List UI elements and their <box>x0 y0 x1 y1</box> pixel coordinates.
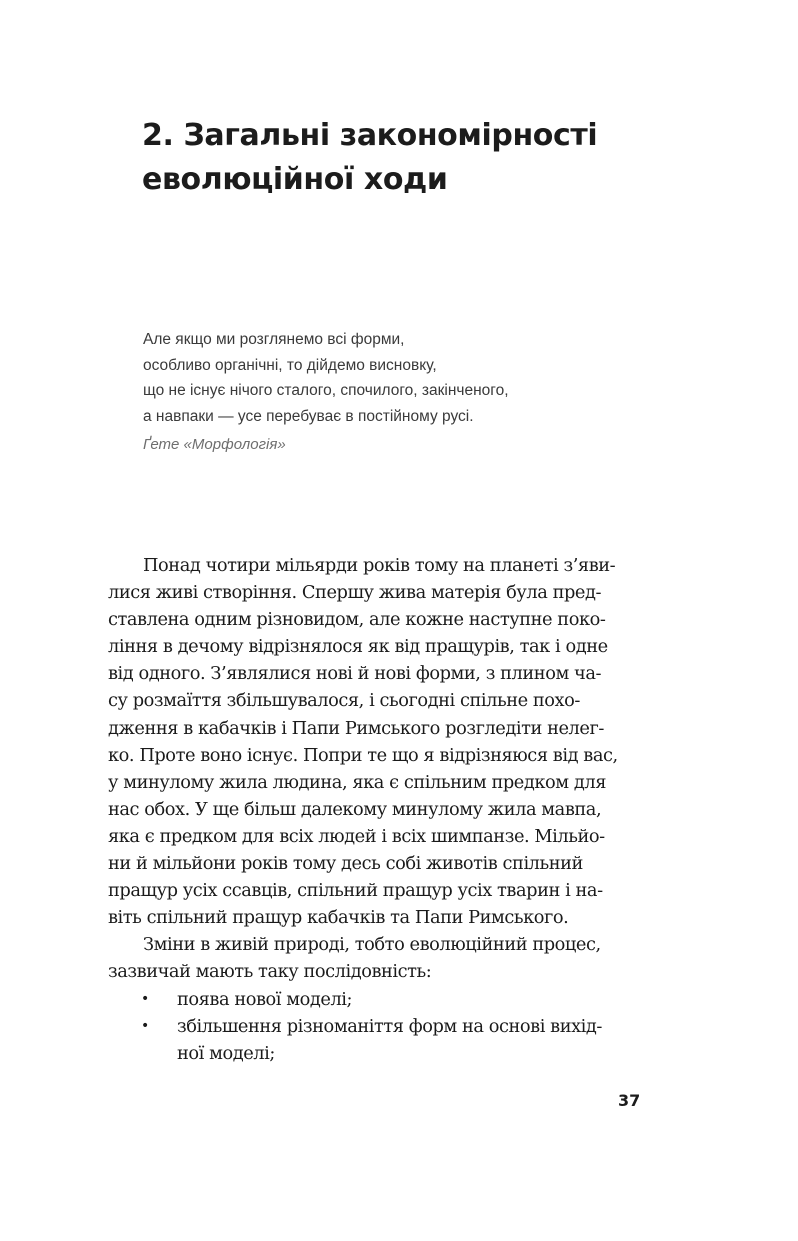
epigraph-attribution: Ґете «Морфологія» <box>143 436 286 453</box>
epigraph-line: Але якщо ми розглянемо всі форми, <box>143 331 405 348</box>
list-item <box>108 1013 642 1067</box>
text-line: яка є предком для всіх людей і всіх шимпанзе. Мільйо- <box>108 825 605 847</box>
text-line: пращур усіх ссавців, спільний пращур усіх тварин і на- <box>108 880 603 902</box>
text-line: Понад чотири мільярди років тому на планеті з’яви- <box>143 555 616 576</box>
list-item <box>108 986 642 1013</box>
bullet-list <box>108 986 642 1067</box>
page-number: 37 <box>618 1091 641 1110</box>
chapter-title-line: 2. Загальні закономірності <box>142 118 598 153</box>
text-line: нас обох. У ще більш далекому минулому жила мавпа, <box>108 798 602 820</box>
chapter-title-line: еволюційної ходи <box>142 162 448 197</box>
epigraph-line: що не існує нічого сталого, спочилого, закінченого, <box>143 382 509 399</box>
paragraph-1 <box>108 552 642 931</box>
text-line: віть спільний пращур кабачків та Папи Римського. <box>108 907 569 929</box>
text-line: ни й мільйони років тому десь собі животів спільний <box>108 853 583 875</box>
text-line: дження в кабачків і Папи Римського розгледіти нелег- <box>108 717 604 739</box>
chapter-title <box>142 114 662 202</box>
text-line: зазвичай мають таку послідовність: <box>108 961 432 983</box>
bullet-icon: • <box>141 990 149 1007</box>
epigraph-line: особливо органічні, то дійдемо висновку, <box>143 356 437 374</box>
text-line: у минулому жила людина, яка є спільним предком для <box>108 771 606 793</box>
paragraph-2 <box>108 931 642 985</box>
text-line: Зміни в живій природі, тобто еволюційний процес, <box>143 934 601 956</box>
text-line: ління в дечому відрізнялося як від пращурів, так і одне <box>108 636 608 658</box>
text-line: ко. Проте воно існує. Попри те що я відрізняюся від вас, <box>108 744 618 766</box>
text-line: ставлена одним різновидом, але кожне наступне поко- <box>108 609 606 631</box>
text-line: лися живі створіння. Спершу жива матерія була пред- <box>108 582 602 604</box>
list-item-text: поява нової моделі; <box>177 988 353 1010</box>
bullet-icon: • <box>141 1017 149 1034</box>
list-item-text: збільшення різноманіття форм на основі вихід- <box>177 1015 602 1037</box>
list-item-text: ної моделі; <box>177 1042 275 1064</box>
text-line: від одного. З’являлися нові й нові форми, з плином ча- <box>108 663 602 685</box>
epigraph-line: а навпаки — усе перебуває в постійному русі. <box>143 407 474 425</box>
text-line: су розмаїття збільшувалося, і сьогодні спільне похо- <box>108 690 580 712</box>
epigraph <box>143 327 613 458</box>
body-text <box>108 552 642 1067</box>
